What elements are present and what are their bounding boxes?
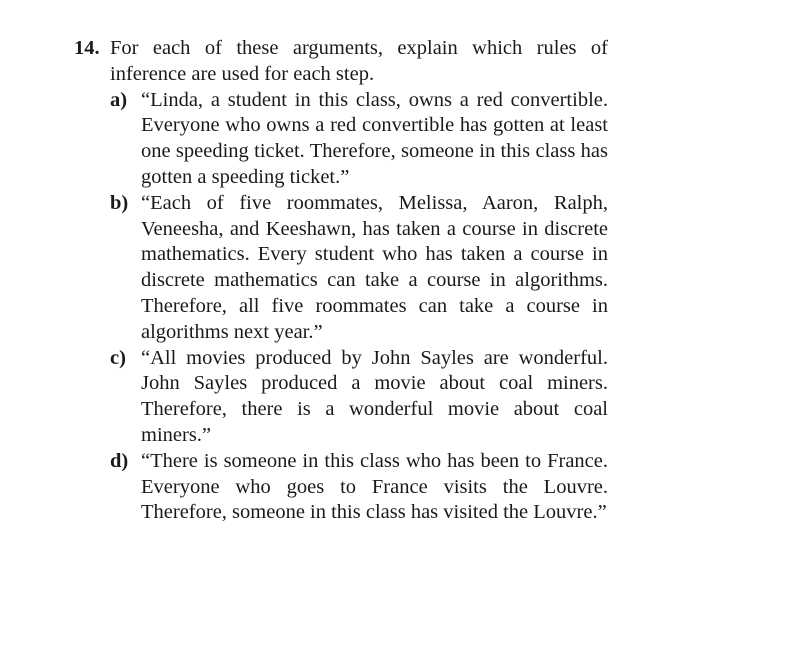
exercise-14 (74, 36, 608, 526)
exercise-parts (74, 88, 608, 527)
exercise-prompt: For each of these arguments, explain which rules of inference are used for each step. (110, 37, 608, 85)
part-b-label: b) (110, 191, 129, 214)
part-d (74, 449, 608, 526)
exercise-number: 14. (74, 37, 100, 59)
part-d-text: “There is someone in this class who has been to France. Everyone who goes to France visits the Louvre. Therefore, someone in this class has visited the Louvre.” (141, 449, 608, 524)
part-a (74, 88, 608, 191)
part-d-label: d) (110, 449, 129, 472)
part-c-label: c) (110, 346, 126, 369)
part-a-label: a) (110, 88, 128, 111)
part-c (74, 346, 608, 449)
part-b-text: “Each of five roommates, Melissa, Aaron, Ralph, Veneesha, and Keeshawn, has taken a course in discrete mathematics. Every student who has taken a course in discrete mathematics can take a course in algorithms. Therefore, all five roommates can take a course in algorithms next year.” (141, 191, 608, 343)
part-c-text: “All movies produced by John Sayles are wonderful. John Sayles produced a movie about coal miners. Therefore, there is a wonderful movie about coal miners.” (141, 346, 608, 446)
part-a-text: “Linda, a student in this class, owns a red convertible. Everyone who owns a red convertible has gotten at least one speeding ticket. Therefore, someone in this class has gotten a speeding ticket.” (141, 88, 608, 188)
part-b (74, 191, 608, 346)
exercise-prompt-block (74, 36, 608, 88)
